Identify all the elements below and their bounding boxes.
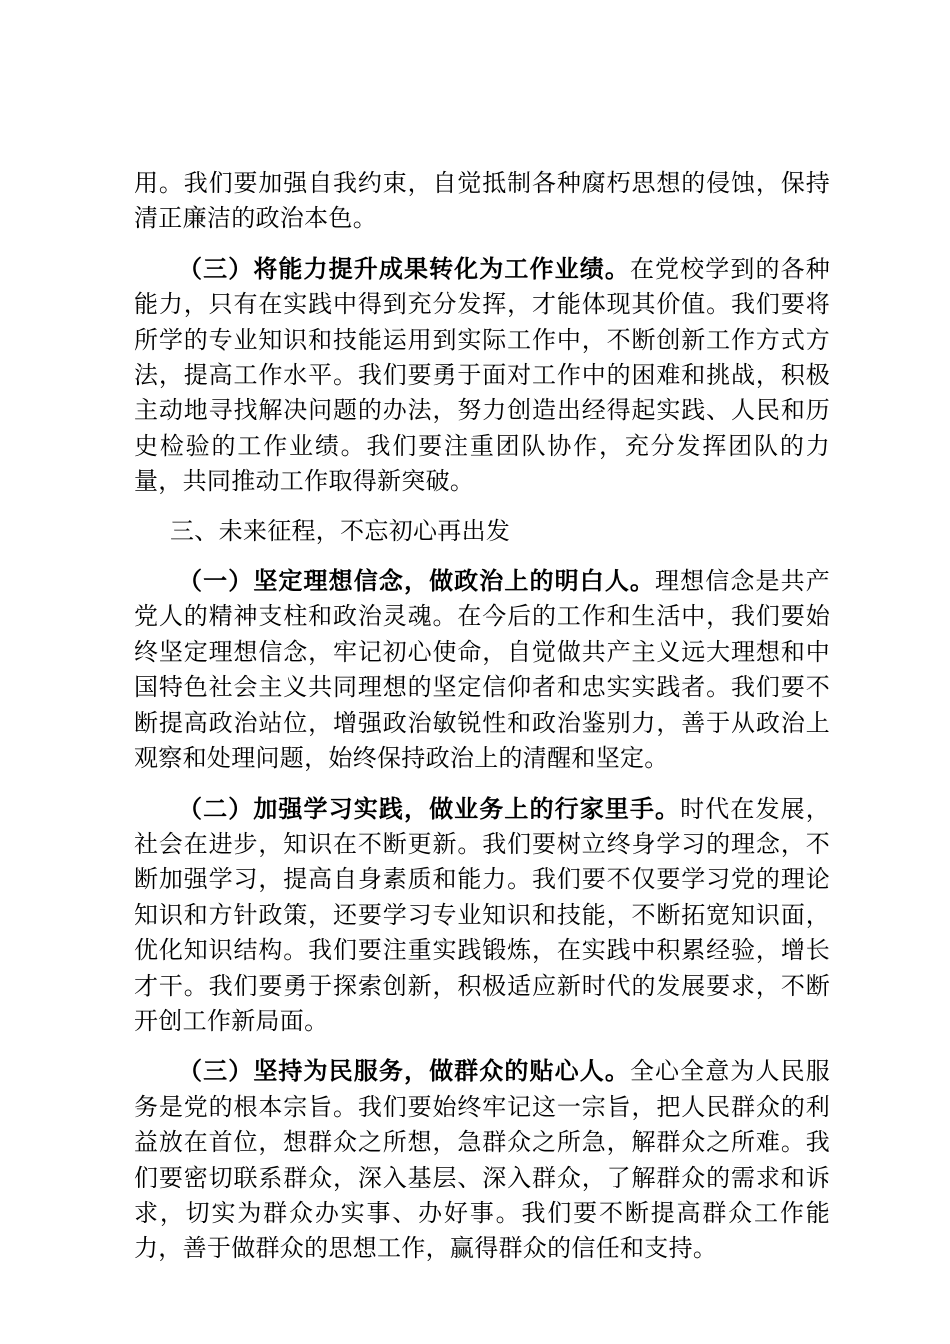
paragraph-learning-practice	[134, 791, 830, 1040]
paragraph-lead-heading: （二）加强学习实践，做业务上的行家里手。	[178, 793, 681, 823]
paragraph-text: 用。我们要加强自我约束，自觉抵制各种腐朽思想的侵蚀，保持清正廉洁的政治本色。	[134, 169, 830, 233]
paragraph-lead-heading: （三）将能力提升成果转化为工作业绩。	[178, 253, 630, 283]
section-heading: 三、未来征程，不忘初心再出发	[170, 516, 511, 545]
paragraph-serve-people	[134, 1053, 830, 1266]
paragraph-ideals-beliefs	[134, 563, 830, 776]
paragraph-continuation	[134, 166, 830, 237]
paragraph-text: 全心全意为人民服务是党的根本宗旨。我们要始终牢记这一宗旨，把人民群众的利益放在首位，想群众之所想，急群众之所急，解群众之所难。我们要密切联系群众，深入基层、深入群众，了解群众的需求和诉求，切实为群众办实事、办好事。我们要不断提高群众工作能力，善于做群众的思想工作，赢得群众的信任和支持。	[134, 1057, 830, 1263]
paragraph-text: 在党校学到的各种能力，只有在实践中得到充分发挥，才能体现其价值。我们要将所学的专业知识和技能运用到实际工作中，不断创新工作方式方法，提高工作水平。我们要勇于面对工作中的困难和挑战，积极主动地寻找解决问题的办法，努力创造出经得起实践、人民和历史检验的工作业绩。我们要注重团队协作，充分发挥团队的力量，共同推动工作取得新突破。	[134, 254, 830, 496]
paragraph-lead-heading: （三）坚持为民服务，做群众的贴心人。	[178, 1056, 630, 1086]
paragraph-text: 理想信念是共产党人的精神支柱和政治灵魂。在今后的工作和生活中，我们要始终坚定理想信念，牢记初心使命，自觉做共产主义远大理想和中国特色社会主义共同理想的坚定信仰者和忠实实践者。我们要不断提高政治站位，增强政治敏锐性和政治鉴别力，善于从政治上观察和处理问题，始终保持政治上的清醒和坚定。	[134, 567, 830, 773]
paragraph-lead-heading: （一）坚定理想信念，做政治上的明白人。	[178, 566, 656, 596]
paragraph-text: 时代在发展，社会在进步，知识在不断更新。我们要树立终身学习的理念，不断加强学习，提高自身素质和能力。我们要不仅要学习党的理论知识和方针政策，还要学习专业知识和技能，不断拓宽知识面，优化知识结构。我们要注重实践锻炼，在实践中积累经验，增长才干。我们要勇于探索创新，积极适应新时代的发展要求，不断开创工作新局面。	[134, 794, 830, 1035]
document-body	[134, 166, 830, 1267]
paragraph-ability-to-performance	[134, 251, 830, 500]
